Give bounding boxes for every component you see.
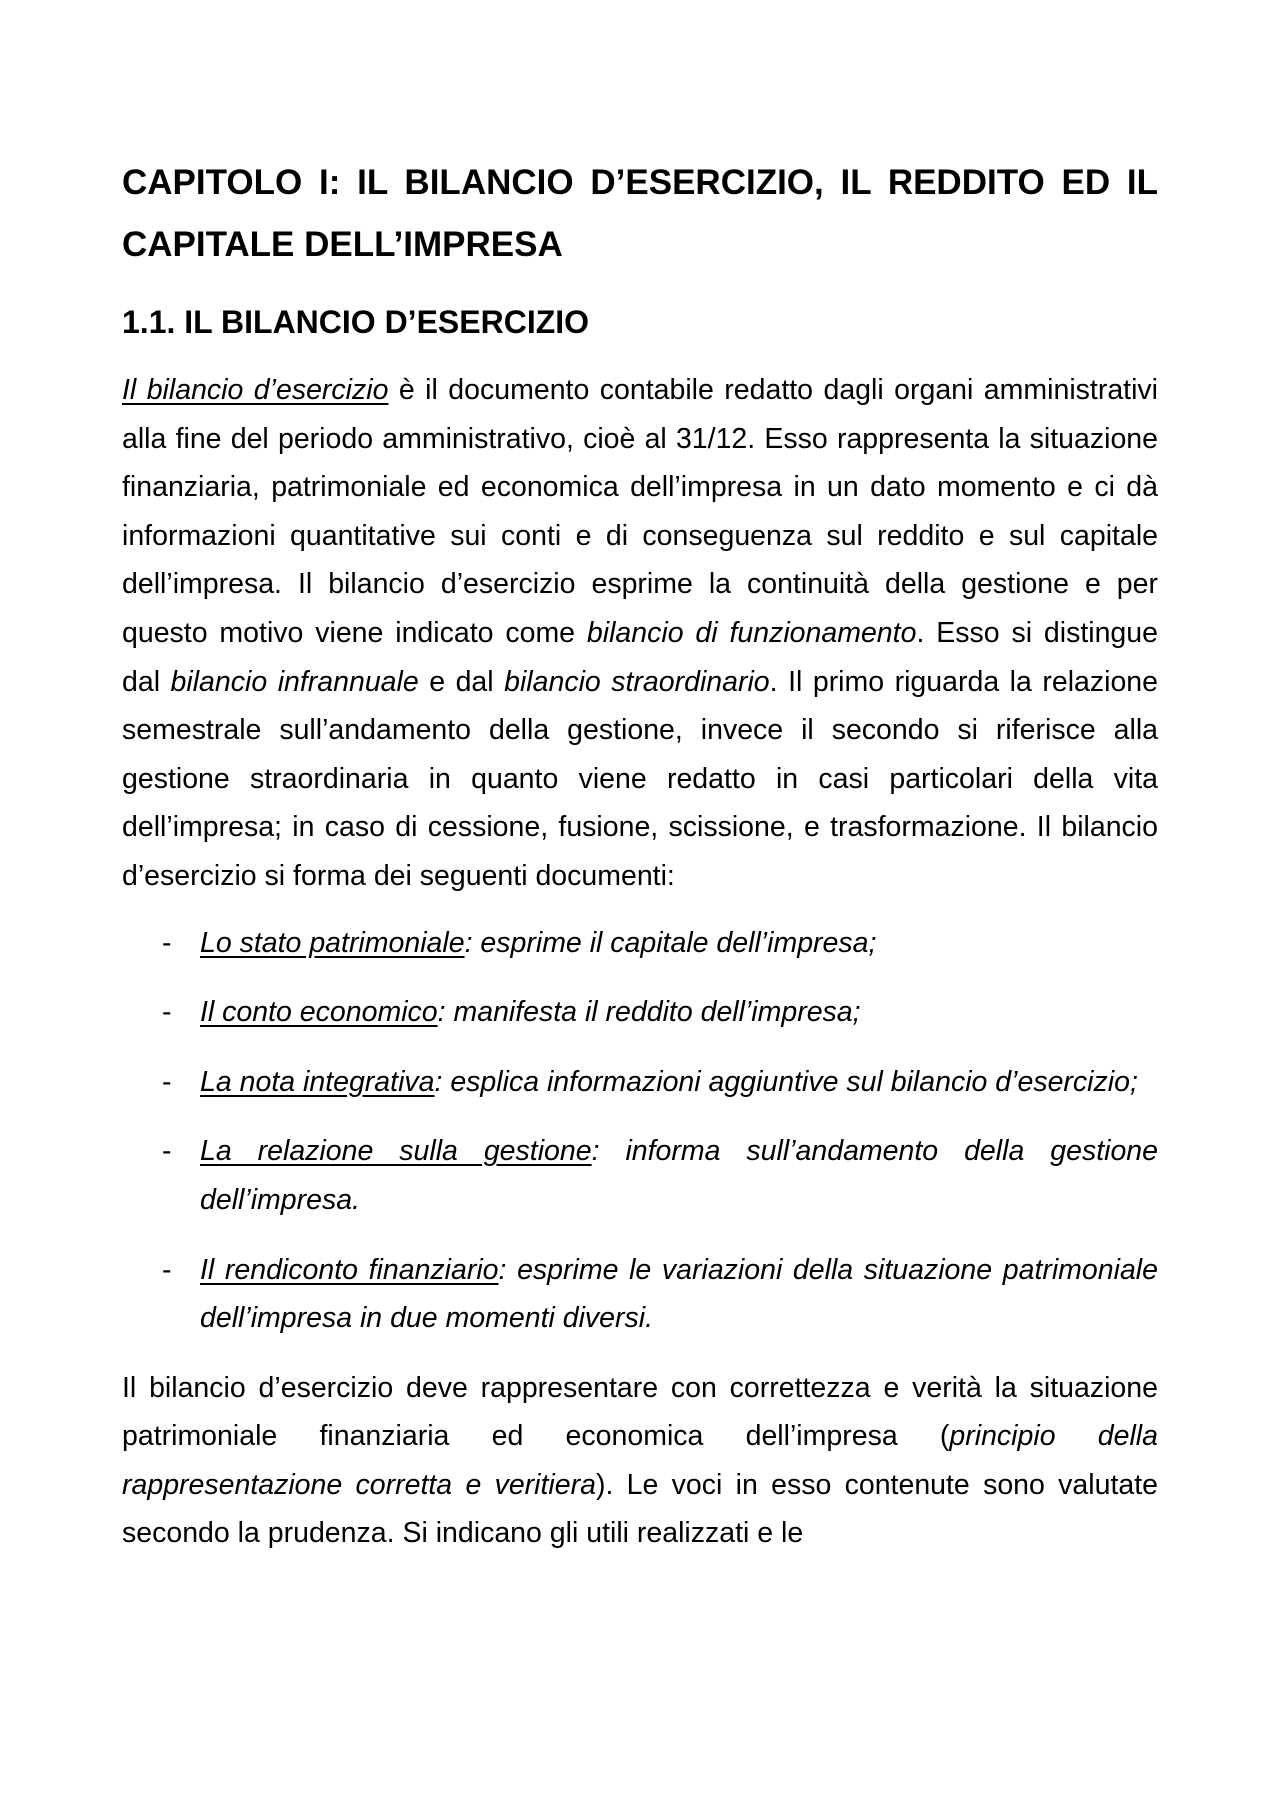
list-item bbox=[122, 1058, 1158, 1107]
list-dash: - bbox=[162, 1253, 172, 1286]
section-title: 1.1. IL BILANCIO D’ESERCIZIO bbox=[122, 304, 590, 340]
paragraph-text: . Esso si distingue dal bbox=[122, 616, 1158, 698]
intro-paragraph bbox=[122, 366, 1158, 901]
paragraph-text: è il documento contabile redatto dagli organi amministrativi alla fine del periodo amministrativo, cioè al 31/12. Esso rappresenta la situazione finanziaria, patrimoniale ed economica dell’impresa in un dato momento e ci dà informazioni quantitative sui conti e di conseguenza sul reddito e sul capitale dell’impresa. Il bilancio d’esercizio esprime la continuità della gestione e per questo motivo viene indicato come bbox=[122, 374, 1158, 649]
list-dash: - bbox=[162, 1135, 172, 1168]
documents-list bbox=[122, 919, 1158, 1343]
list-item bbox=[122, 1127, 1158, 1224]
list-item-desc: : esprime il capitale dell’impresa; bbox=[464, 926, 877, 959]
term-principio-rappresentazione: principio della rappresentazione corretta e veritiera bbox=[122, 1420, 1158, 1501]
list-item-desc: : esprime le variazioni della situazione patrimoniale dell’impresa in due momenti diversi. bbox=[200, 1253, 1158, 1335]
closing-paragraph bbox=[122, 1364, 1158, 1558]
list-dash: - bbox=[162, 996, 172, 1029]
term-bilancio-straordinario: bilancio straordinario bbox=[504, 665, 770, 698]
chapter-title: CAPITOLO I: IL BILANCIO D’ESERCIZIO, IL REDDITO ED IL CAPITALE DELL’IMPRESA bbox=[122, 163, 1158, 264]
list-dash: - bbox=[162, 1065, 172, 1098]
list-dash: - bbox=[162, 926, 172, 959]
paragraph-text: e dal bbox=[418, 665, 505, 698]
list-item-desc: : manifesta il reddito dell’impresa; bbox=[437, 996, 861, 1029]
list-item-term: La relazione sulla gestione bbox=[200, 1135, 592, 1168]
paragraph-text: ). Le voci in esso contenute sono valutate secondo la prudenza. Si indicano gli utili realizzati e le bbox=[122, 1468, 1158, 1550]
list-item-desc: : esplica informazioni aggiuntive sul bilancio d’esercizio; bbox=[434, 1065, 1138, 1098]
document-page bbox=[122, 152, 1158, 1558]
list-item-term: La nota integrativa bbox=[200, 1065, 435, 1098]
term-bilancio-funzionamento: bilancio di funzionamento bbox=[586, 616, 917, 649]
paragraph-text: . Il primo riguarda la relazione semestrale sull’andamento della gestione, invece il secondo si riferisce alla gestione straordinaria in quanto viene redatto in casi particolari della vita dell’impresa; in caso di cessione, fusione, scissione, e trasformazione. Il bilancio d’esercizio si forma dei seguenti documenti: bbox=[122, 665, 1159, 892]
list-item-term: Il conto economico bbox=[200, 996, 438, 1029]
list-item-term: Lo stato patrimoniale bbox=[200, 926, 465, 959]
list-item-term: Il rendiconto finanziario bbox=[200, 1253, 499, 1286]
list-item bbox=[122, 1246, 1158, 1343]
list-item bbox=[122, 919, 1158, 968]
paragraph-text: Il bilancio d’esercizio deve rappresentare con correttezza e verità la situazione patrimoniale finanziaria ed economica dell’impresa ( bbox=[122, 1371, 1158, 1453]
term-bilancio-infrannuale: bilancio infrannuale bbox=[170, 665, 419, 698]
list-item-desc: : informa sull’andamento della gestione dell’impresa. bbox=[200, 1135, 1158, 1216]
term-bilancio-esercizio: Il bilancio d’esercizio bbox=[122, 374, 389, 406]
list-item bbox=[122, 988, 1158, 1037]
